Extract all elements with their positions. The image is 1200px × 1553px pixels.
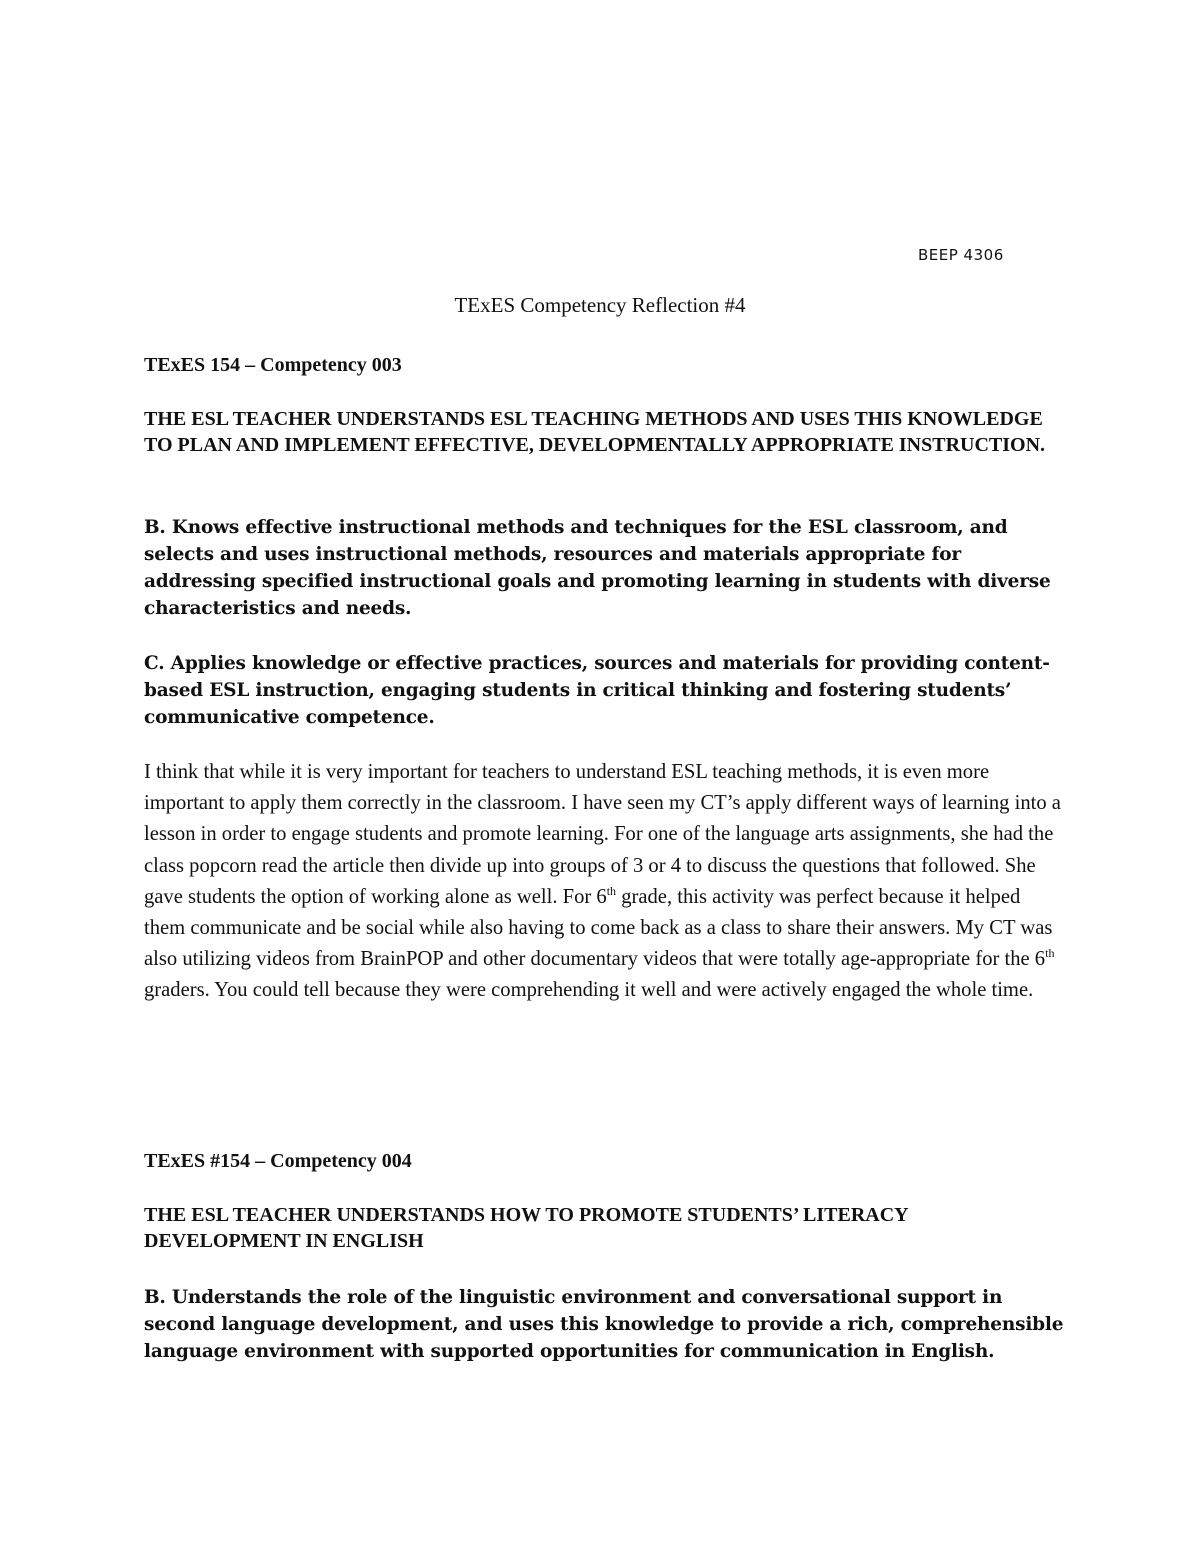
reflection-paragraph [144, 757, 1064, 1007]
reflection-text-2: grade, this activity was perfect because it helped them communicate and be social while also having to come back as a class to share their answers. My CT was also utilizing videos from BrainPOP and other documentary videos that were totally age-appropriate for the 6 [144, 885, 1053, 971]
competency-003-statement: THE ESL TEACHER UNDERSTANDS ESL TEACHING METHODS AND USES THIS KNOWLEDGE TO PLAN AND IMPLEMENT EFFECTIVE, DEVELOPMENTALLY APPROPRIATE INSTRUCTION. [144, 408, 1046, 456]
competency-003-standard-b: B. Knows effective instructional methods and techniques for the ESL classroom, and selects and uses instructional methods, resources and materials appropriate for addressing specified instructional goals and promoting learning in students with diverse characteristics and needs. [144, 517, 1051, 619]
competency-004-statement: THE ESL TEACHER UNDERSTANDS HOW TO PROMOTE STUDENTS’ LITERACY DEVELOPMENT IN ENGLISH [144, 1204, 908, 1252]
reflection-text-3: graders. You could tell because they were comprehending it well and were actively engaged the whole time. [144, 979, 1034, 1002]
competency-004-standard-b: B. Understands the role of the linguistic environment and conversational support in second language development, and uses this knowledge to provide a rich, comprehensible language environment with supported opportunities for communication in English. [144, 1287, 1064, 1362]
reflection-text-1: I think that while it is very important for teachers to understand ESL teaching methods, it is even more important to apply them correctly in the classroom. I have seen my CT’s apply different ways of learning into a lesson in order to engage students and promote learning. For one of the language arts assignments, she had the class popcorn read the article then divide up into groups of 3 or 4 to discuss the questions that followed. She gave students the option of working alone as well. For 6 [144, 761, 1061, 908]
ordinal-suffix-1: th [606, 883, 617, 898]
competency-003-standard-c: C. Applies knowledge or effective practices, sources and materials for providing content-based ESL instruction, engaging students in critical thinking and fostering students’ communicative competence. [144, 653, 1050, 728]
ordinal-suffix-2: th [1045, 946, 1055, 961]
course-code: BEEP 4306 [918, 246, 1004, 264]
competency-003-heading: TExES 154 – Competency 003 [144, 354, 402, 376]
document-title: TExES Competency Reflection #4 [454, 293, 746, 317]
competency-004-heading: TExES #154 – Competency 004 [144, 1150, 412, 1172]
